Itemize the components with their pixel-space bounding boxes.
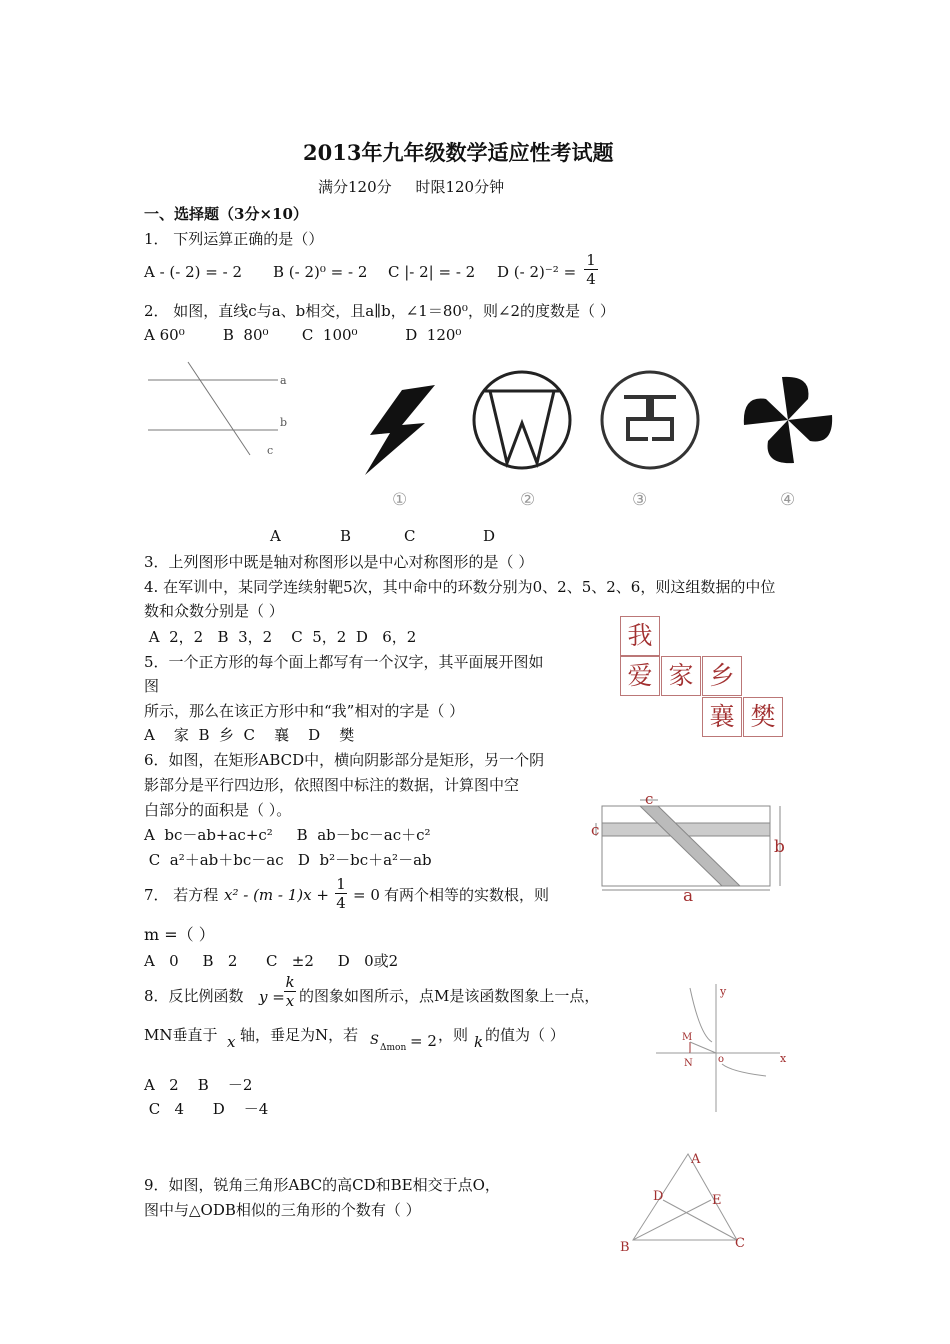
line-b-label: b	[280, 416, 288, 429]
q1-option-b: B (- 2)⁰ = - 2	[273, 263, 368, 281]
q1-stem: 1． 下列运算正确的是（）	[144, 230, 324, 248]
point-n-label: N	[684, 1058, 693, 1069]
q6-options-cd: C a²＋ab＋bc－ac D b²－bc＋a²－ab	[144, 851, 432, 869]
shape-label-d: D	[483, 527, 496, 545]
q6-stem-line3: 白部分的面积是（ ）。	[144, 801, 292, 819]
lightning-bolt-shape	[365, 385, 435, 475]
axis-y-label: y	[720, 985, 727, 998]
shape-num-3: ③	[632, 490, 648, 510]
q4-options: A 2，2 B 3，2 C 5，2 D 6，2	[144, 628, 417, 646]
vertex-c-label: C	[735, 1236, 745, 1251]
q8-line2-d: 的值为（ ）	[485, 1026, 565, 1044]
q7-frac-den: 4	[336, 894, 346, 912]
q1-fraction	[584, 251, 598, 288]
net-cell-xiang2: 襄	[702, 697, 742, 737]
q8-line2-c: ，则	[438, 1026, 469, 1044]
q7-fraction	[335, 875, 347, 912]
shape-num-2: ②	[520, 490, 536, 510]
q8-stem-a: 8．反比例函数	[144, 987, 244, 1005]
point-d-label: D	[653, 1189, 664, 1204]
q8-s-subscript: Δmon	[380, 1043, 407, 1053]
point-m-label: M	[682, 1032, 693, 1043]
q4-stem-line2: 数和众数分别是（ ）	[144, 602, 284, 620]
q1-frac-den: 4	[584, 269, 598, 288]
section-heading: 一、选择题（3分×10）	[144, 205, 308, 223]
q7-m-line: m =（ ）	[144, 925, 215, 944]
q7-equation: x² - (m - 1)x +	[224, 886, 329, 904]
rectangle-figure	[588, 790, 798, 905]
q9-stem-line1: 9．如图，锐角三角形ABC的高CD和BE相交于点O，	[144, 1176, 500, 1194]
q8-func-den: x	[285, 992, 295, 1010]
q2-stem: 2． 如图，直线c与a、b相交，且a∥b，∠1＝80⁰，则∠2的度数是（ ）	[144, 302, 615, 320]
q5-stem-line1: 5．一个正方形的每个面上都写有一个汉字，其平面展开图如	[144, 653, 544, 671]
q8-s-equals: = 2	[410, 1032, 437, 1050]
q8-options-ab: A 2 B －2	[144, 1076, 253, 1094]
triangle-figure	[615, 1148, 755, 1258]
circle-w-shape	[474, 372, 570, 468]
q5-stem-line3: 所示，那么在该正方形中和“我”相对的字是（ ）	[144, 702, 465, 720]
net-cell-xiang: 乡	[702, 656, 742, 696]
vertex-a-label: A	[691, 1152, 701, 1167]
q8-options-cd: C 4 D －4	[144, 1100, 269, 1118]
dim-a: a	[683, 886, 694, 906]
q8-stem-b: 的图象如图所示，点M是该函数图象上一点，	[299, 987, 600, 1005]
net-cell-wo: 我	[620, 616, 660, 656]
symbol-shapes-figure	[350, 365, 850, 525]
shape-num-4: ④	[780, 490, 796, 510]
net-cell-jia: 家	[661, 656, 701, 696]
q6-stem-line2: 影部分是平行四边形，依照图中标注的数据，计算图中空	[144, 776, 520, 794]
q1-frac-num: 1	[586, 251, 596, 269]
page-title: 2013年九年级数学适应性考试题	[303, 140, 614, 165]
dim-c-left: c	[591, 821, 600, 839]
dim-c-top: c	[645, 790, 654, 808]
q6-options-ab: A bc－ab+ac+c² B ab－bc－ac＋c²	[144, 826, 431, 844]
q1-option-d: D (- 2)⁻² =	[497, 263, 577, 281]
q8-fraction	[284, 973, 296, 1010]
q8-s-symbol: S	[370, 1033, 379, 1048]
shape-label-a: A	[270, 527, 281, 545]
q8-var-k: k	[474, 1033, 484, 1051]
q1-option-c: C |- 2| = - 2	[388, 263, 476, 281]
q4-stem-line1: 4. 在军训中，某同学连续射靶5次，其中命中的环数分别为0、2、5、2、6，则这组数据的中位	[144, 578, 776, 596]
dim-b: b	[774, 837, 785, 857]
q3-stem: 3．上列图形中既是轴对称图形以是中心对称图形的是（ ）	[144, 553, 534, 571]
axis-x-label: x	[780, 1052, 787, 1065]
shape-num-1: ①	[392, 490, 408, 510]
q7-frac-num: 1	[336, 875, 346, 893]
q7-stem-b: 有两个相等的实数根，则	[384, 886, 550, 904]
shape-label-c: C	[404, 527, 416, 545]
net-cell-ai: 爱	[620, 656, 660, 696]
origin-label: o	[718, 1054, 725, 1065]
pinwheel-shape	[744, 377, 832, 463]
circle-pattern-shape	[602, 372, 698, 468]
q5-stem-line2: 图	[144, 677, 160, 695]
point-e-label: E	[712, 1193, 722, 1208]
q6-stem-line1: 6．如图，在矩形ABCD中，横向阴影部分是矩形，另一个阴	[144, 751, 545, 769]
q8-line2-b: 轴，垂足为N，若	[240, 1026, 359, 1044]
q8-func-y: y =	[259, 988, 285, 1006]
q8-var-x: x	[227, 1033, 236, 1051]
q7-stem-a: 7． 若方程	[144, 886, 219, 904]
q1-option-a: A - (- 2) = - 2	[144, 263, 243, 281]
parallel-lines-figure	[140, 360, 310, 470]
q5-options: A 家 B 乡 C 襄 D 樊	[144, 726, 355, 744]
q8-line2-a: MN垂直于	[144, 1026, 218, 1044]
line-c-label: c	[267, 444, 274, 457]
vertex-b-label: B	[620, 1240, 630, 1255]
net-cell-fan: 樊	[743, 697, 783, 737]
hyperbola-figure	[650, 980, 800, 1120]
q2-options: A 60⁰ B 80⁰ C 100⁰ D 120⁰	[144, 326, 462, 344]
score-time-line: 满分120分 时限120分钟	[318, 178, 505, 196]
q7-options: A 0 B 2 C ±2 D 0或2	[144, 952, 399, 970]
shape-label-b: B	[340, 527, 352, 545]
q7-eq-tail: = 0	[353, 886, 380, 904]
q8-func-num: k	[285, 973, 295, 991]
q9-stem-line2: 图中与△ODB相似的三角形的个数有（ ）	[144, 1201, 421, 1219]
line-a-label: a	[280, 374, 287, 387]
